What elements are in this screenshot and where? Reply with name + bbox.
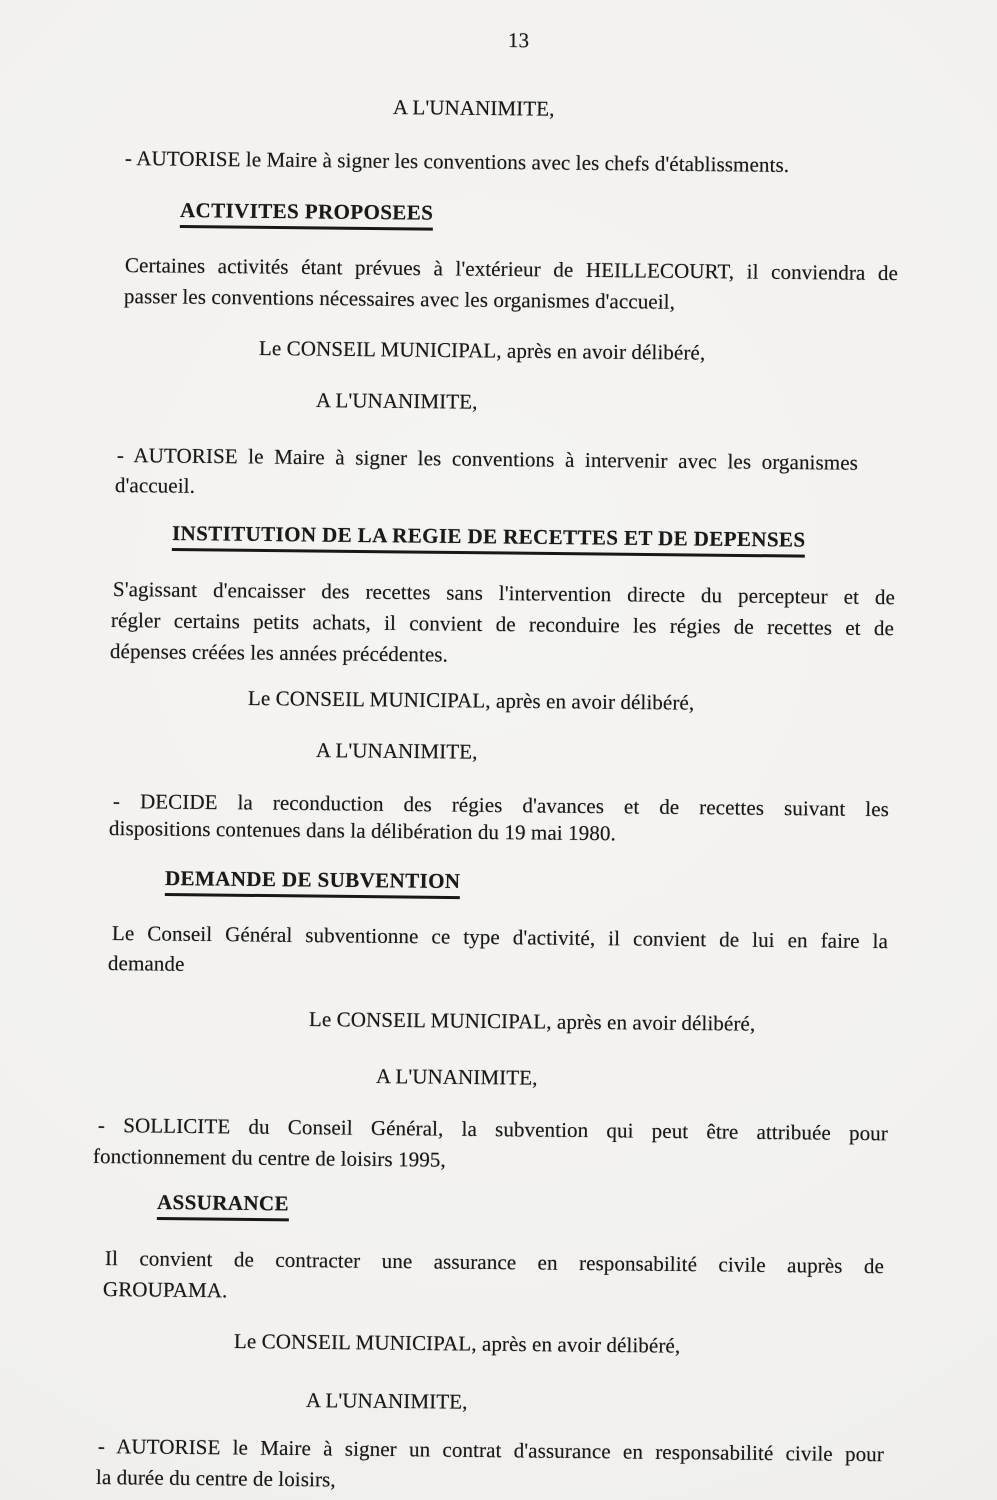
- resolution-line: - DECIDE la reconduction des régies d'avances et de recettes suivant les: [112, 789, 890, 822]
- council-deliberation-line: Le CONSEIL MUNICIPAL, après en avoir délibéré,: [258, 336, 706, 365]
- section-heading-text: DEMANDE DE SUBVENTION: [165, 865, 461, 899]
- section-heading: [157, 1189, 289, 1221]
- resolution-line: - AUTORISE le Maire à signer les conventions à intervenir avec les organismes: [116, 443, 859, 475]
- unanimity-declaration: A L'UNANIMITE,: [375, 1064, 538, 1090]
- unanimity-declaration: A L'UNANIMITE,: [315, 738, 478, 764]
- paragraph-line: passer les conventions nécessaires avec les organismes d'accueil,: [123, 284, 676, 314]
- paragraph-line: demande: [107, 951, 185, 976]
- resolution-line: - SOLLICITE du Conseil Général, la subvention qui peut être attribuée pour: [97, 1113, 889, 1146]
- section-heading-text: INSTITUTION DE LA REGIE DE RECETTES ET DE DEPENSES: [172, 520, 806, 558]
- resolution-line: la durée du centre de loisirs,: [95, 1465, 336, 1492]
- resolution-line: d'accueil.: [114, 473, 196, 498]
- paragraph-line: Le Conseil Général subventionne ce type d'activité, il convient de lui en faire la: [111, 921, 889, 954]
- paragraph-line: régler certains petits achats, il convient de reconduire les régies de recettes et de: [110, 608, 895, 641]
- section-heading: [165, 865, 461, 899]
- paragraph-line: GROUPAMA.: [102, 1277, 228, 1303]
- paragraph-line: S'agissant d'encaisser des recettes sans l'intervention directe du percepteur et de: [112, 577, 896, 610]
- section-heading: [180, 197, 434, 231]
- council-deliberation-line: Le CONSEIL MUNICIPAL, après en avoir délibéré,: [247, 686, 695, 715]
- unanimity-declaration: A L'UNANIMITE,: [305, 1388, 468, 1414]
- section-heading-text: ACTIVITES PROPOSEES: [180, 197, 434, 231]
- paragraph-line: Certaines activités étant prévues à l'extérieur de HEILLECOURT, il conviendra de: [124, 253, 899, 286]
- resolution-line: dispositions contenues dans la délibération du 19 mai 1980.: [108, 816, 617, 846]
- resolution-line: - AUTORISE le Maire à signer un contrat d'assurance en responsabilité civile pour: [97, 1434, 885, 1467]
- unanimity-declaration: A L'UNANIMITE,: [392, 95, 555, 121]
- unanimity-declaration: A L'UNANIMITE,: [315, 388, 478, 414]
- council-deliberation-line: Le CONSEIL MUNICIPAL, après en avoir délibéré,: [233, 1329, 681, 1358]
- council-deliberation-line: Le CONSEIL MUNICIPAL, après en avoir délibéré,: [308, 1007, 756, 1036]
- resolution-line: - AUTORISE le Maire à signer les conventions avec les chefs d'établissments.: [124, 146, 790, 177]
- page-number: 13: [507, 28, 530, 53]
- paragraph-line: Il convient de contracter une assurance en responsabilité civile auprès de: [104, 1246, 885, 1279]
- section-heading-text: ASSURANCE: [157, 1189, 289, 1221]
- paragraph-line: dépenses créées les années précédentes.: [109, 639, 449, 667]
- resolution-line: fonctionnement du centre de loisirs 1995,: [92, 1144, 446, 1172]
- section-heading: [172, 520, 806, 558]
